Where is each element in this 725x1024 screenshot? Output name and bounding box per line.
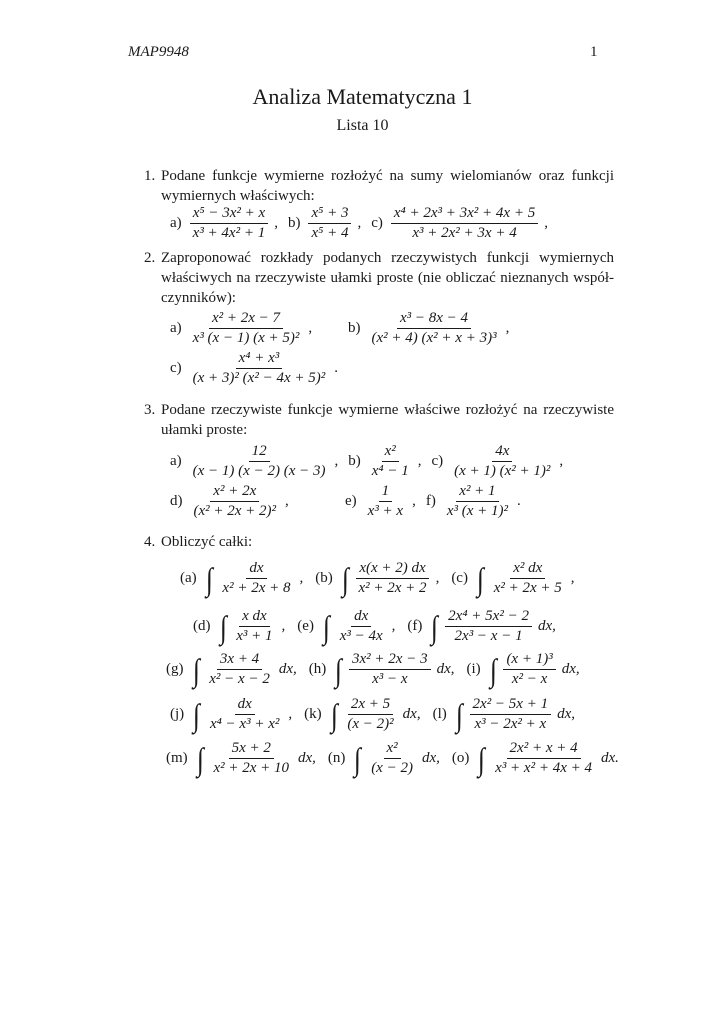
integral-tail: dx,: [278, 661, 297, 677]
denominator: x³ − 2x² + x: [474, 716, 547, 732]
problem-3-row-2: [170, 483, 521, 520]
denominator: (x + 3)² (x² − 4x + 5)²: [192, 370, 326, 386]
denominator: x² + 2x + 2: [358, 580, 427, 596]
punctuation: ,: [417, 453, 422, 469]
item-label: (m): [166, 750, 188, 766]
numerator: x⁵ + 3: [308, 205, 351, 224]
integral-tail: ,: [570, 570, 575, 586]
integral-tail: ,: [391, 618, 396, 634]
item-label: (j): [170, 706, 185, 722]
expr-item: [288, 205, 361, 242]
denominator: x⁵ + 4: [311, 225, 349, 241]
numerator: x²: [384, 740, 401, 759]
integral-item: [315, 560, 439, 597]
integral-sign: ∫: [330, 696, 338, 733]
denominator: x² − x: [511, 671, 548, 687]
integral-sign: ∫: [335, 651, 343, 688]
expr-item: [426, 483, 521, 520]
fraction: [365, 483, 406, 520]
denominator: x³ + 2x² + 3x + 4: [412, 225, 517, 241]
item-label: b): [348, 453, 361, 469]
item-label: (i): [466, 661, 481, 677]
integral-sign: ∫: [322, 608, 330, 645]
problem-text: Obliczyć całki:: [161, 534, 253, 550]
numerator: x⁵ − 3x² + x: [190, 205, 268, 224]
denominator: x³ + 4x² + 1: [192, 225, 266, 241]
fraction: [369, 310, 500, 347]
integral-item: [451, 560, 574, 597]
denominator: x³ + 1: [236, 628, 273, 644]
denominator: x² + 2x + 8: [222, 580, 291, 596]
numerator: dx: [246, 560, 266, 579]
item-label: c): [431, 453, 444, 469]
numerator: 12: [249, 443, 270, 462]
page-subtitle: Lista 10: [336, 117, 389, 134]
expr-item: [170, 205, 278, 242]
denominator: x³ (x − 1) (x + 5)²: [192, 330, 300, 346]
denominator: (x − 2)²: [347, 716, 394, 732]
numerator: 3x² + 2x − 3: [349, 651, 431, 670]
punctuation: ,: [357, 215, 362, 231]
integral-sign: ∫: [476, 560, 484, 597]
fraction: [356, 560, 430, 597]
integral-sign: ∫: [354, 740, 362, 777]
fraction: [219, 560, 293, 597]
fraction: [445, 608, 532, 645]
course-code: MAP9948: [128, 44, 189, 60]
fraction: [391, 205, 538, 242]
numerator: 2x⁴ + 5x² − 2: [445, 608, 532, 627]
problem-2: [144, 248, 614, 308]
integral-tail: dx,: [421, 750, 440, 766]
item-label: (n): [327, 750, 346, 766]
fraction: [451, 443, 553, 480]
denominator: (x − 2): [371, 760, 413, 776]
fraction: [190, 443, 329, 480]
item-label: (a): [180, 570, 197, 586]
problem-2-row-2: [170, 350, 338, 387]
denominator: x² + 2x + 10: [213, 760, 289, 776]
fraction: [308, 205, 351, 242]
integral-item: [433, 696, 575, 733]
item-label: (d): [193, 618, 211, 634]
integrals-row-4: [170, 696, 575, 733]
integral-item: [166, 740, 316, 777]
integral-item: [452, 740, 619, 777]
numerator: 2x + 5: [348, 696, 393, 715]
integral-tail: ,: [299, 570, 304, 586]
punctuation: ,: [505, 320, 510, 336]
integral-tail: dx,: [436, 661, 455, 677]
denominator: x³ + x: [367, 503, 404, 519]
punctuation: ,: [544, 215, 548, 231]
expr-item: [345, 483, 416, 520]
fraction: [470, 696, 552, 733]
numerator: x(x + 2) dx: [356, 560, 428, 579]
integral-sign: ∫: [192, 651, 200, 688]
problem-number: 4.: [144, 534, 156, 550]
fraction: [206, 651, 273, 688]
integral-sign: ∫: [455, 696, 463, 733]
integral-sign: ∫: [431, 608, 439, 645]
denominator: 2x³ − x − 1: [454, 628, 523, 644]
denominator: x⁴ − x³ + x²: [209, 716, 280, 732]
integral-item: [297, 608, 395, 645]
fraction: [190, 310, 303, 347]
fraction: [444, 483, 511, 520]
integrals-row-1: [180, 560, 575, 597]
problem-1: [144, 166, 614, 206]
integral-tail: dx,: [537, 618, 556, 634]
punctuation: ,: [559, 453, 564, 469]
integrals-row-2: [193, 608, 556, 645]
denominator: (x² + 4) (x² + x + 3)³: [371, 330, 497, 346]
problem-number: 3.: [144, 402, 156, 418]
punctuation: .: [334, 360, 338, 376]
integrals-row-3: [166, 651, 580, 688]
fraction: [369, 443, 412, 480]
integral-item: [193, 608, 285, 645]
item-label: a): [170, 215, 182, 231]
fraction: [207, 696, 282, 733]
denominator: x³ − 4x: [339, 628, 383, 644]
denominator: (x − 1) (x − 2) (x − 3): [192, 463, 326, 479]
punctuation: ,: [274, 215, 278, 231]
item-label: (b): [315, 570, 333, 586]
punctuation: .: [517, 493, 521, 509]
item-label: a): [170, 453, 182, 469]
integrals-row-5: [166, 740, 619, 777]
numerator: dx: [235, 696, 255, 715]
expr-item: [371, 205, 548, 242]
item-label: (h): [308, 661, 327, 677]
integral-tail: dx,: [402, 706, 421, 722]
integral-item: [407, 608, 555, 645]
problem-text: Podane funkcje wymierne rozłożyć na sumy wielomianów oraz funkcji wymiernych właściwych:: [161, 168, 614, 204]
fraction: [503, 651, 555, 688]
page-title: Analiza Matematyczna 1: [252, 84, 473, 109]
item-label: (c): [451, 570, 468, 586]
integral-item: [166, 651, 297, 688]
denominator: x² − x − 2: [209, 671, 270, 687]
integral-tail: dx.: [601, 750, 619, 766]
numerator: x³ − 8x − 4: [397, 310, 471, 329]
punctuation: ,: [412, 493, 416, 509]
problem-text: Podane rzeczywiste funkcje wymierne właściwe rozłożyć na rzeczywiste ułamki proste:: [161, 402, 614, 438]
integral-tail: dx,: [298, 750, 316, 766]
item-label: (g): [166, 661, 184, 677]
fraction: [337, 608, 386, 645]
fraction: [349, 651, 431, 688]
integral-item: [180, 560, 303, 597]
numerator: dx: [351, 608, 371, 627]
numerator: x² + 2x: [210, 483, 259, 502]
numerator: 5x + 2: [229, 740, 274, 759]
item-label: d): [170, 493, 183, 509]
fraction: [190, 205, 269, 242]
item-label: f): [425, 493, 436, 509]
integral-item: [170, 696, 292, 733]
integral-tail: ,: [281, 618, 286, 634]
item-label: (f): [407, 618, 423, 634]
numerator: x⁴ + x³: [236, 350, 283, 369]
integral-tail: dx,: [557, 706, 576, 722]
problem-3-row-1: [170, 443, 563, 480]
item-label: (l): [432, 706, 447, 722]
numerator: x²: [382, 443, 399, 462]
fraction: [344, 696, 396, 733]
integral-tail: ,: [435, 570, 440, 586]
fraction: [191, 483, 280, 520]
item-label: b): [287, 215, 301, 231]
problem-number: 1.: [144, 168, 156, 184]
integral-item: [309, 651, 455, 688]
denominator: x³ + x² + 4x + 4: [495, 760, 592, 776]
problem-1-items: [170, 205, 548, 242]
punctuation: ,: [334, 453, 339, 469]
denominator: x³ − x: [372, 671, 408, 687]
denominator: x² + 2x + 5: [493, 580, 562, 596]
denominator: x³ (x + 1)²: [446, 503, 509, 519]
numerator: 4x: [492, 443, 512, 462]
integral-item: [304, 696, 420, 733]
numerator: 2x² − 5x + 1: [470, 696, 552, 715]
numerator: x² + 2x − 7: [209, 310, 283, 329]
denominator: x⁴ − 1: [371, 463, 409, 479]
expr-item: [170, 443, 338, 480]
expr-item: [348, 443, 421, 480]
expr-item: [431, 443, 563, 480]
punctuation: ,: [308, 320, 313, 336]
item-label: b): [348, 320, 361, 336]
fraction: [368, 740, 416, 777]
item-label: e): [345, 493, 357, 509]
fraction: [233, 608, 275, 645]
integral-tail: ,: [288, 706, 293, 722]
numerator: x² dx: [510, 560, 545, 579]
expr-item: [170, 310, 348, 347]
item-label: (k): [304, 706, 322, 722]
integral-tail: dx,: [561, 661, 580, 677]
denominator: (x + 1) (x² + 1)²: [454, 463, 551, 479]
numerator: x dx: [239, 608, 270, 627]
integral-sign: ∫: [219, 608, 227, 645]
numerator: x² + 1: [456, 483, 498, 502]
numerator: x⁴ + 2x³ + 3x² + 4x + 5: [391, 205, 538, 224]
expr-item: [170, 350, 338, 387]
item-label: (e): [297, 618, 314, 634]
fraction: [190, 350, 329, 387]
numerator: 2x² + x + 4: [507, 740, 581, 759]
integral-sign: ∫: [205, 560, 213, 597]
numerator: (x + 1)³: [503, 651, 555, 670]
expr-item: [348, 310, 509, 347]
item-label: a): [170, 320, 182, 336]
problem-3: [144, 400, 614, 440]
punctuation: ,: [285, 493, 289, 509]
problem-text: Zaproponować rozkłady podanych rzeczywistych funkcji wymiernych właściwych na rzeczywiste ułamki proste (nie obliczać nieznanych współ-czynników):: [161, 250, 614, 306]
numerator: 3x + 4: [217, 651, 262, 670]
integral-item: [328, 740, 440, 777]
fraction: [491, 560, 565, 597]
integral-sign: ∫: [196, 740, 204, 777]
item-label: c): [371, 215, 383, 231]
expr-item: [170, 483, 345, 520]
problem-number: 2.: [144, 250, 156, 266]
problem-4: [144, 532, 614, 552]
fraction: [492, 740, 595, 777]
item-label: c): [170, 360, 182, 376]
numerator: 1: [379, 483, 393, 502]
item-label: (o): [451, 750, 470, 766]
integral-sign: ∫: [341, 560, 349, 597]
integral-sign: ∫: [193, 696, 201, 733]
integral-item: [467, 651, 580, 688]
problem-2-row-1: [170, 310, 509, 347]
fraction: [210, 740, 292, 777]
page-number: 1: [590, 44, 598, 60]
denominator: (x² + 2x + 2)²: [193, 503, 277, 519]
integral-sign: ∫: [489, 651, 497, 688]
integral-sign: ∫: [478, 740, 486, 777]
